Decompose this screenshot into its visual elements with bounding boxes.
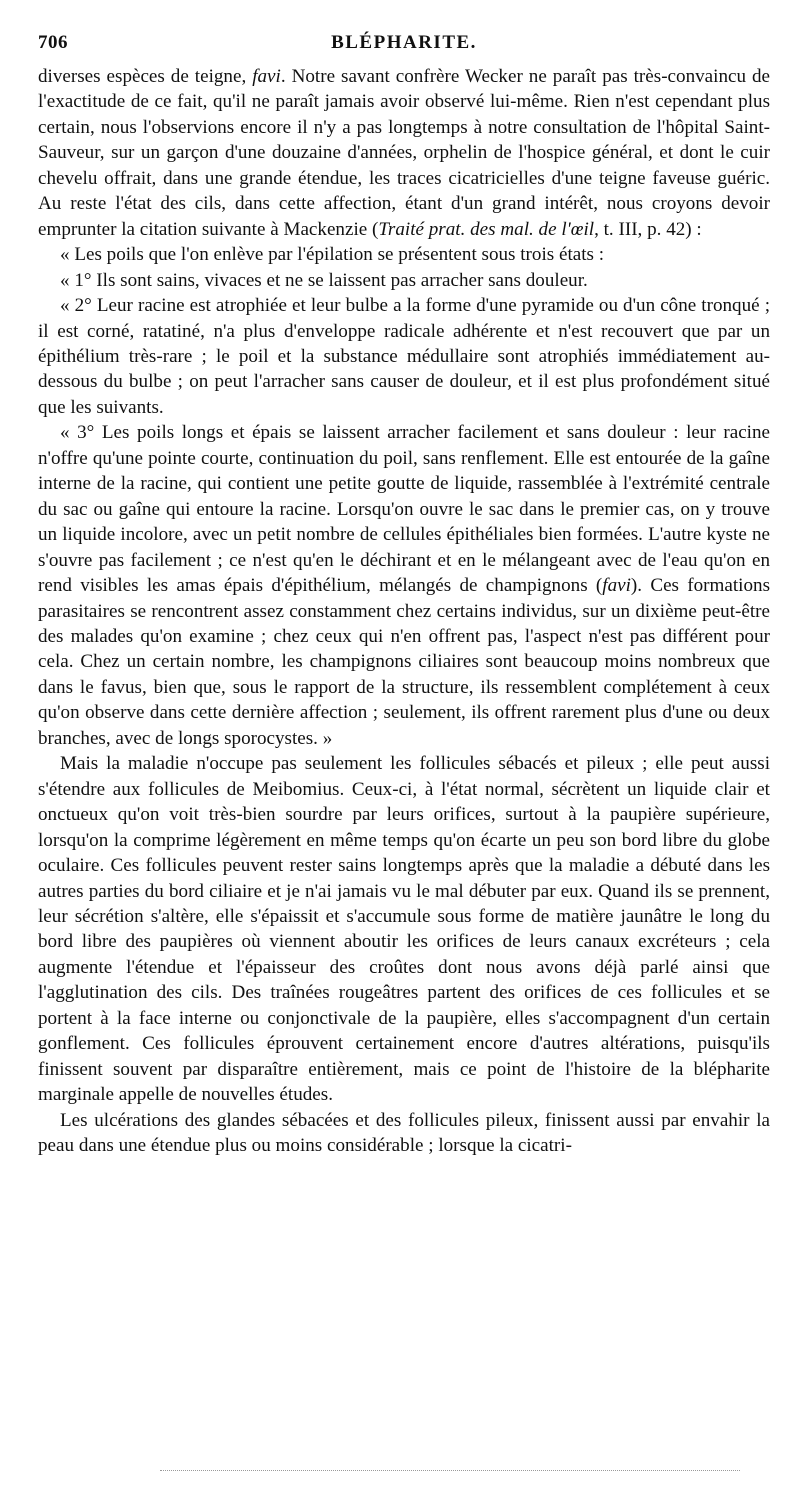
page-number: 706 [38,32,68,53]
text-run: Mais la maladie n'occupe pas seulement les follicules sébacés et pileux ; elle peut aussi s'étendre aux follicules de Meibomius. Ceux-ci, à l'état normal, sécrètent un liquide clair et onctueux qu'on voit très-bien sourdre par leurs orifices, surtout à la paupière supérieure, lorsqu'on la comprime légèrement en même temps qu'on écarte un peu son bord libre du globe oculaire. Ces follicules peuvent rester sains longtemps après que la maladie a débuté dans les autres parties du bord ciliaire et je n'ai jamais vu le mal débuter par eux. Quand ils se prennent, leur sécrétion s'altère, elle s'épaissit et s'accumule sous forme de matière jaunâtre le long du bord libre des paupières où viennent aboutir les orifices de leurs canaux excréteurs ; cela augmente l'étendue et l'épaisseur des croûtes dont nous avons déjà parlé ainsi que l'agglutination des cils. Des traînées rougeâtres partent des orifices de ces follicules et se portent à la face interne ou conjonctivale de la paupière, elles s'accompagnent d'un certain gonflement. Ces follicules éprouvent certainement encore d'autres altérations, puisqu'ils finissent souvent par disparaître entièrement, mais ce point de l'histoire de la blépharite marginale appelle de nouvelles études. [38,753,770,1106]
paragraph [38,751,770,1107]
running-head [38,26,770,60]
text-run: « 1° Ils sont sains, vivaces et ne se laissent pas arracher sans douleur. [60,269,588,291]
text-run: Les ulcérations des glandes sébacées et des follicules pileux, finissent aussi par envahir la peau dans une étendue plus ou moins considérable ; lorsque la cicatri- [38,1109,770,1157]
italic-text: favi [252,66,281,87]
paragraph [38,420,770,751]
paragraph [38,64,770,242]
text-run: diverses espèces de teigne, [38,66,253,87]
text-run: « 2° Leur racine est atrophiée et leur bulbe a la forme d'une pyramide ou d'un cône tronqué ; il est corné, ratatiné, n'a plus d'enveloppe radicale adhérente et n'est recouvert que par un épithélium très-rare ; le poil et la substance médullaire sont atrophiés immédiatement au-dessous du bulbe ; on peut l'arracher sans causer de douleur, et il est plus profondément situé que les suivants. [38,295,770,418]
body-text [38,64,770,1158]
text-run: , t. III, p. 42) : [594,218,702,240]
text-run: « 3° Les poils longs et épais se laissent arracher facilement et sans douleur : leur racine n'offre qu'une pointe courte, continuation du poil, sans renflement. Elle est entourée de la gaîne interne de la racine, qui contient une petite goutte de liquide, rassemblée à l'extrémité centrale du sac ou gaîne qui entoure la racine. Lorsqu'on ouvre le sac dans le premier cas, on y trouve un liquide incolore, avec un petit nombre de cellules épithéliales bien formées. L'autre kyste ne s'ouvre pas facilement ; ce n'est qu'en le déchirant et en le mélangeant avec de l'eau qu'on en rend visibles les amas épais d'épithélium, mélangés de champignons ( [38,422,770,597]
paragraph [38,242,770,267]
text-run: ). Ces formations parasitaires se rencontrent assez constamment chez certains individus, sur un dixième peut-être des malades qu'on examine ; chez ceux qui n'en offrent pas, l'aspect n'est pas différent pour cela. Chez un certain nombre, les champignons ciliaires sont beaucoup moins nombreux que dans le favus, bien que, sous le rapport de la structure, ils ressemblent complétement à ceux qu'on observe dans cette dernière affection ; seulement, ils offrent rarement plus d'une ou deux branches, avec de longs sporocystes. » [38,575,770,749]
text-run: . Notre savant confrère Wecker ne paraît pas très-convaincu de l'exactitude de ce fait, qu'il ne paraît jamais avoir observé lui-même. Rien n'est cependant plus certain, nous l'observions encore il n'y a pas longtemps à notre consultation de l'hôpital Saint-Sauveur, sur un garçon d'une douzaine d'années, orphelin de l'hospice général, et dont le cuir chevelu offrait, dans une grande étendue, les traces cicatricielles d'une teigne faveuse guéric. Au reste l'état des cils, dans cette affection, étant d'un grand intérêt, nous croyons devoir emprunter la citation suivante à Mackenzie ( [38,66,771,240]
italic-text: Traité prat. des mal. de l'œil [378,218,595,240]
bottom-rule [160,1470,740,1471]
paragraph [38,1108,770,1159]
paragraph [38,268,770,293]
paragraph [38,293,770,420]
running-title: BLÉPHARITE. [331,32,477,53]
italic-text: favi [602,575,631,597]
text-run: « Les poils que l'on enlève par l'épilation se présentent sous trois états : [60,244,605,266]
